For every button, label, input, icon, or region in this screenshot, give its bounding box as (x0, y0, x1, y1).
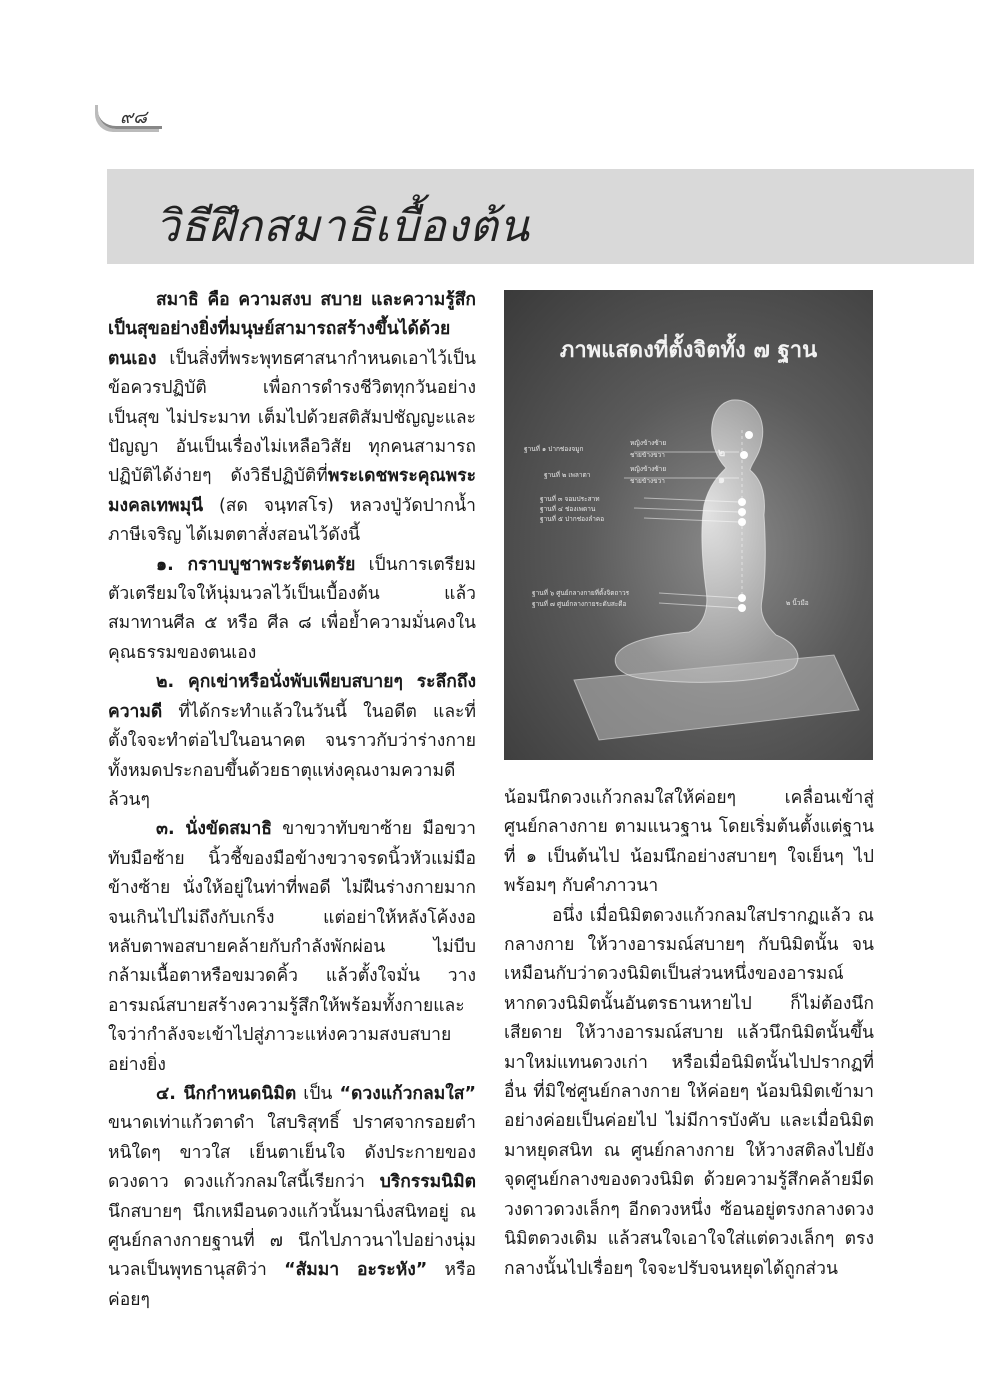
step-4-text-b: ขนาดเท่าแก้วตาดำ ใสบริสุทธิ์ ปราศจากรอยตำหนิใดๆ ขาวใส เย็นตาเย็นใจ ดังประกายของดวงดาว ดวงแก้วกลมใสนี้เรียกว่า (108, 1113, 476, 1193)
teacher-name: พระเดชพระคุณพระมงคลเทพมุนี (108, 466, 476, 516)
base-2-marker (740, 451, 748, 459)
step-1-heading: ๑. กราบบูชาพระรัตนตรัย (156, 554, 356, 575)
intro-definition: สมาธิ คือ ความสงบ สบาย และความรู้สึกเป็นสุขอย่างยิ่งที่มนุษย์สามารถสร้างขึ้นได้ด้วยตนเอง (108, 290, 476, 369)
base-6-marker (738, 594, 746, 602)
crystal-sphere-term: “ดวงแก้วกลมใส” (339, 1083, 476, 1104)
step-3-text: ขาขวาทับขาซ้าย มือขวาทับมือซ้าย นิ้วชี้ของมือข้างขวาจรดนิ้วหัวแม่มือข้างซ้าย นั่งให้อยู่ในท่าที่พอดี ไม่ฝืนร่างกายมากจนเกินไปไม่ถึงกับเกร็ง แต่อย่าให้หลังโค้งงอ หลับตาพอสบายคล้ายกับกำลังพักผ่อน ไม่บีบกล้ามเนื้อตาหรือขมวดคิ้ว แล้วตั้งใจมั่น วางอารมณ์สบายสร้างความรู้สึกให้พร้อมทั้งกายและใจว่ากำลังจะเข้าไปสู่ภาวะแห่งความสงบสบายอย่างยิ่ง (108, 819, 476, 1075)
step-2-heading: ๒. คุกเข่าหรือนั่งพับเพียบสบายๆ ระลึกถึงความดี (108, 672, 476, 722)
base-5-marker (738, 518, 746, 526)
intro-text-end: (สด จนฺทสโร) หลวงปู่วัดปากน้ำ ภาษีเจริญ ได้เมตตาสั่งสอนไว้ดังนี้ (108, 495, 476, 546)
right-paragraph-2: อนึ่ง เมื่อนิมิตดวงแก้วกลมใสปรากฏแล้ว ณ กลางกาย ให้วางอารมณ์สบายๆ กับนิมิตนั้น จนเหมือนกับว่าดวงนิมิตเป็นส่วนหนึ่งของอารมณ์ หากดวงนิมิตนั้นอันตรธานหายไป ก็ไม่ต้องนึกเสียดาย ให้วางอารมณ์สบาย แล้วนึกนิมิตนั้นขึ้นมาใหม่แทนดวงเก่า หรือเมื่อนิมิตนั้นไปปรากฏที่อื่น ที่มิใช่ศูนย์กลางกาย ให้ค่อยๆ น้อมนิมิตเข้ามาอย่างค่อยเป็นค่อยไป ไม่มีการบังคับ และเมื่อนิมิตมาหยุดสนิท ณ ศูนย์กลางกาย ให้วางสติลงไปยังจุดศูนย์กลางของดวงนิมิต ด้วยความรู้สึกคล้ายมีดวงดาวดวงเล็กๆ อีกดวงหนึ่ง ซ้อนอยู่ตรงกลางดวงนิมิตดวงเดิม แล้วสนใจเอาใจใส่แต่ดวงเล็กๆ ตรงกลางนั้นไปเรื่อยๆ ใจจะปรับจนหยุดได้ถูกส่วน (504, 905, 874, 1279)
base-5-label: ฐานที่ ๕ ปากช่องลำคอ (540, 515, 605, 523)
base-4-marker (738, 508, 746, 516)
step-2-text: ที่ได้กระทำแล้วในวันนี้ ในอดีต และที่ตั้งใจจะทำต่อไปในอนาคต จนราวกับว่าร่างกายทั้งหมดประกอบขึ้นด้วยธาตุแห่งคุณงามความดีล้วนๆ (108, 701, 476, 810)
base-1-right-label: ชายข้างขวา (630, 451, 665, 459)
step-1-text: เป็นการเตรียมตัวเตรียมใจให้นุ่มนวลไว้เป็นเบื้องต้น แล้วสมาทานศีล ๕ หรือ ศีล ๘ เพื่อย้ำความมั่นคงในคุณธรรมของตนเอง (108, 554, 476, 663)
paragraph-intro (108, 286, 476, 551)
base-1-label: ฐานที่ ๑ ปากช่องจมูก (524, 445, 584, 453)
step-4-heading: ๔. นึกกำหนดนิมิต (156, 1083, 297, 1104)
two-fingers-label: ๒ นิ้วมือ (786, 599, 809, 607)
mantra-term: “สัมมา อะระหัง” (284, 1260, 428, 1281)
seven-bases-figure (504, 290, 873, 760)
right-column (504, 784, 874, 1284)
meditating-figure-illustration (504, 290, 873, 760)
step-3-heading: ๓. นั่งขัดสมาธิ (156, 819, 272, 840)
base-2-label: ฐานที่ ๒ เพลาตา (544, 471, 591, 479)
base-2-right-label: ชายข้างขวา (630, 477, 665, 485)
page-title: วิธีฝึกสมาธิเบื้องต้น (155, 201, 530, 252)
base-2-left-label: หญิงข้างซ้าย (630, 465, 667, 473)
base-3-marker (738, 498, 746, 506)
intro-text: เป็นสิ่งที่พระพุทธศาสนากำหนดเอาไว้เป็นข้อควรปฏิบัติ เพื่อการดำรงชีวิตทุกวันอย่างเป็นสุข ไม่ประมาท เต็มไปด้วยสติสัมปชัญญะและปัญญา อันเป็นเรื่องไม่เหลือวิสัย ทุกคนสามารถปฏิบัติได้ง่ายๆ ดังวิธีปฏิบัติที่ (108, 348, 476, 487)
base-3-label: ฐานที่ ๓ จอมประสาท (540, 495, 600, 503)
base-1-number: ๒ (718, 446, 726, 459)
page-number (98, 102, 162, 129)
base-7-label: ฐานที่ ๗ ศูนย์กลางกายระดับสะดือ (532, 600, 627, 608)
step-4-text-c: นึกสบายๆ นึกเหมือนดวงแก้วนั้นมานิ่งสนิทอยู่ ณ ศูนย์กลางกายฐานที่ ๗ นึกไปภาวนาไปอย่างนุ่มนวลเป็นพุทธานุสติว่า (108, 1201, 476, 1281)
step-4 (108, 1080, 476, 1315)
left-column (108, 286, 476, 1315)
step-3 (108, 815, 476, 1080)
base-4-label: ฐานที่ ๔ ช่องเพดาน (540, 505, 596, 513)
base-2-number: ๑ (718, 473, 725, 486)
parikamma-nimitta-term: บริกรรมนิมิต (379, 1172, 476, 1193)
base-1-marker (745, 431, 753, 439)
right-paragraph-1: น้อมนึกดวงแก้วกลมใสให้ค่อยๆ เคลื่อนเข้าสู่ศูนย์กลางกาย ตามแนวฐาน โดยเริ่มต้นตั้งแต่ฐานที่ ๑ เป็นต้นไป น้อมนึกอย่างสบายๆ ใจเย็นๆ ไปพร้อมๆ กับคำภาวนา (504, 788, 874, 897)
step-4-text-d: หรือค่อยๆ (108, 1260, 477, 1310)
title-banner (107, 169, 974, 264)
base-7-marker (738, 604, 746, 612)
step-2 (108, 668, 476, 815)
base-6-label: ฐานที่ ๖ ศูนย์กลางกายที่ตั้งจิตถาวร (532, 589, 630, 597)
base-1-left-label: หญิงข้างซ้าย (630, 439, 667, 447)
figure-title: ภาพแสดงที่ตั้งจิตทั้ง ๗ ฐาน (559, 338, 818, 363)
step-4-text-a: เป็น (296, 1083, 340, 1104)
page-number-text: ๙๘ (120, 107, 148, 128)
step-1 (108, 551, 476, 669)
